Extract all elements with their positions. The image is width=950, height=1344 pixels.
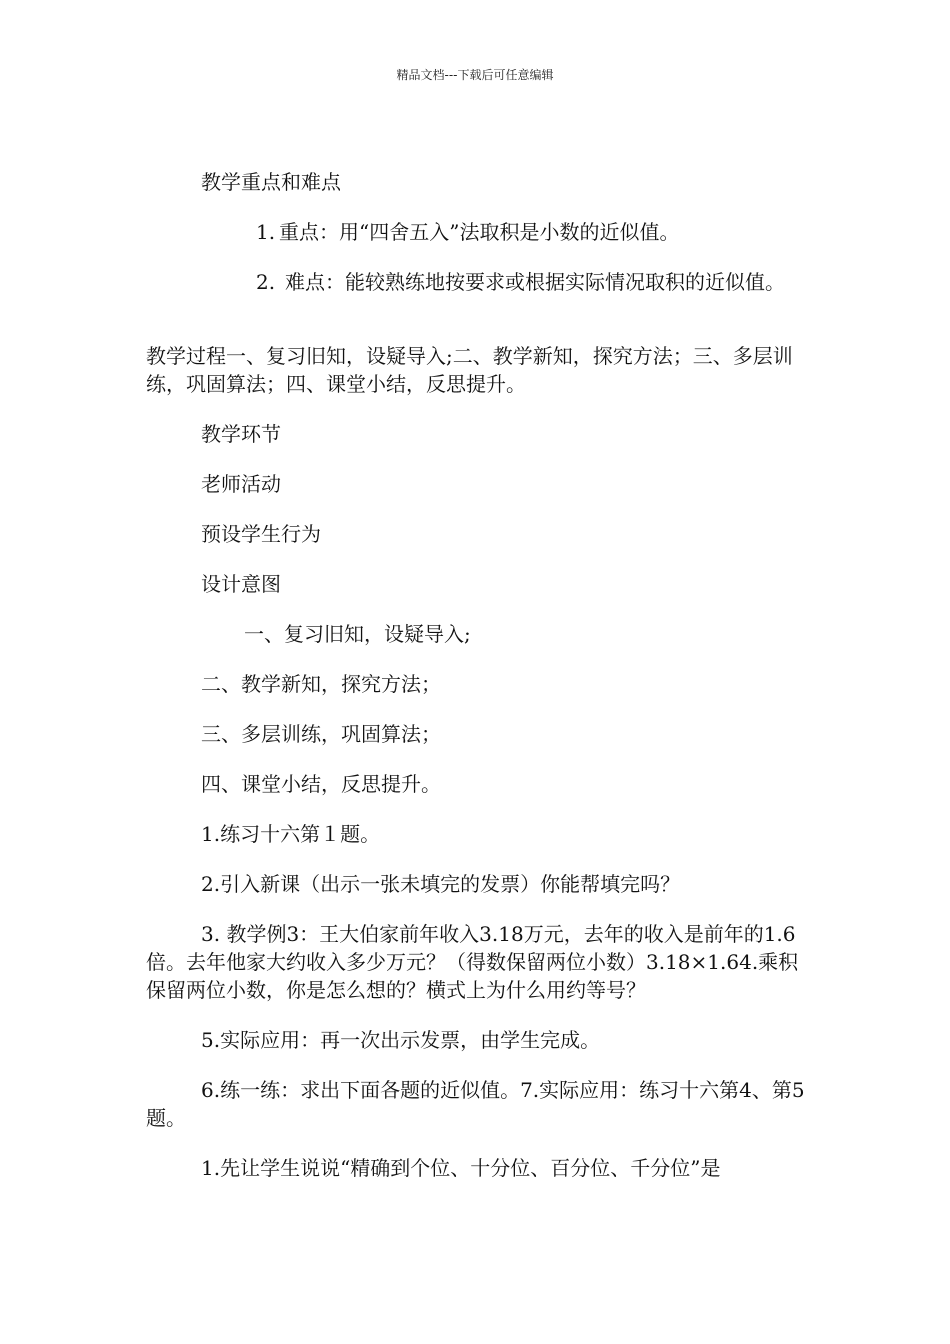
activity-item-1: 1.练习十六第１题。 (201, 822, 381, 846)
page-header: 精品文档---下载后可任意编辑 (396, 68, 554, 82)
teaching-process-paragraph: 教学过程一、复习旧知，设疑导入;二、教学新知，探究方法；三、多层训练，巩固算法；四、课堂小结，反思提升。 (146, 344, 793, 396)
key-point-item-1 (146, 218, 810, 246)
table-heading-student-behavior: 预设学生行为 (201, 522, 321, 546)
item-text: 重点：用“四舍五入”法取积是小数的近似值。 (279, 220, 680, 244)
activity-item-3: 3. 教学例3：王大伯家前年收入3.18万元，去年的收入是前年的1.6倍。去年他家大约收入多少万元？（得数保留两位小数）3.18×1.64.乘积保留两位小数，你是怎么想的？横式上为什么用约等号？ (146, 922, 799, 1002)
step-3: 三、多层训练，巩固算法； (201, 722, 441, 746)
step-4: 四、课堂小结，反思提升。 (201, 772, 441, 796)
activity-item-5: 5.实际应用：再一次出示发票，由学生完成。 (201, 1028, 601, 1052)
activity-item-continued: 1.先让学生说说“精确到个位、十分位、百分位、千分位”是 (201, 1156, 721, 1180)
table-heading-design-intent: 设计意图 (201, 572, 281, 596)
table-heading-teaching-step: 教学环节 (201, 422, 281, 446)
item-number: 2. (256, 270, 276, 294)
item-text: 难点：能较熟练地按要求或根据实际情况取积的近似值。 (285, 270, 785, 294)
step-2: 二、教学新知，探究方法； (201, 672, 441, 696)
section-heading-key-points: 教学重点和难点 (201, 170, 341, 194)
table-heading-teacher-activity: 老师活动 (201, 472, 281, 496)
document-body (146, 168, 810, 1204)
step-1: 一、复习旧知，设疑导入; (244, 622, 471, 646)
key-point-item-2 (146, 268, 810, 296)
activity-item-2: 2.引入新课（出示一张未填完的发票）你能帮填完吗？ (201, 872, 681, 896)
item-number: 1. (256, 220, 276, 244)
activity-item-6-7: 6.练一练：求出下面各题的近似值。7.实际应用：练习十六第4、第5题。 (146, 1078, 805, 1130)
